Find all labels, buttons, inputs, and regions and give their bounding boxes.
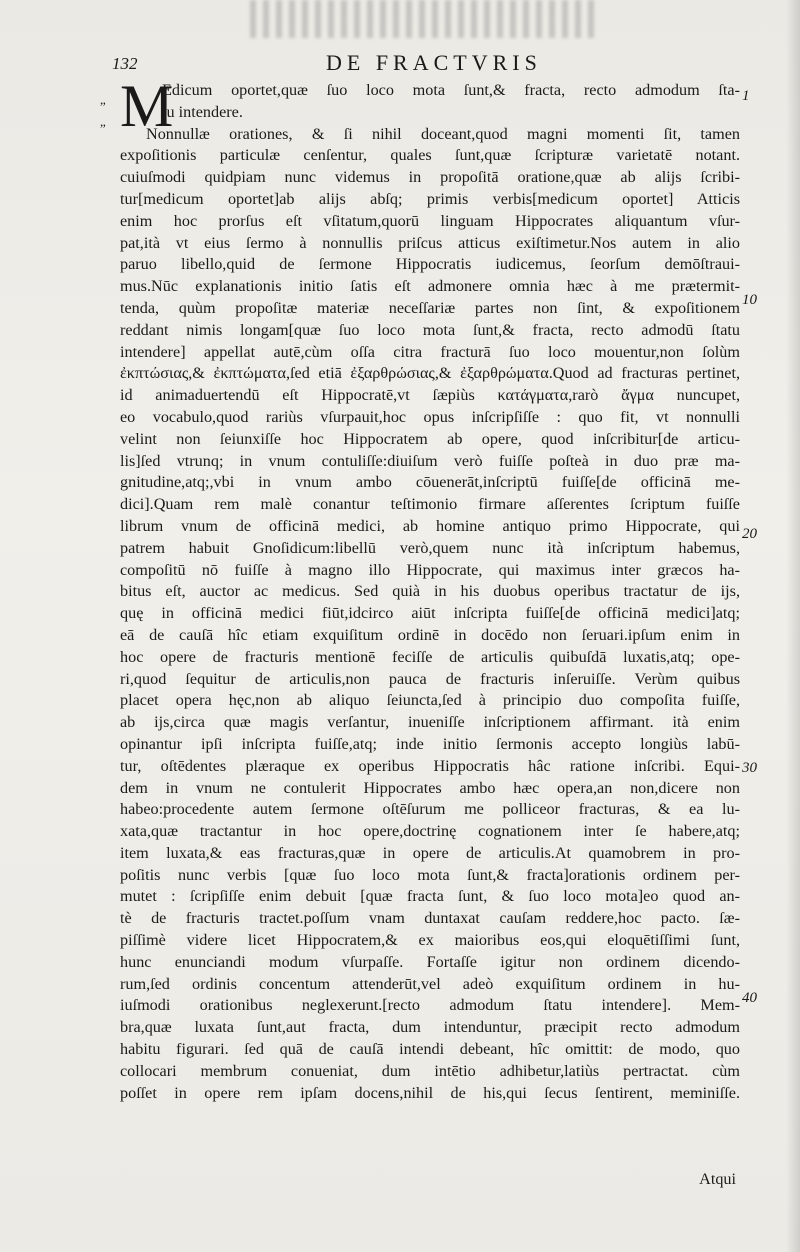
text-line: expoſitionis particulæ cenſentur, quales ſunt,quæ ſcripturæ varietatē notant. bbox=[120, 146, 740, 165]
page-number: 132 bbox=[112, 54, 138, 73]
drop-cap: M bbox=[120, 73, 174, 139]
text-line: poſitis nunc verbis [quæ ſuo loco mota ſunt,& fracta]orationis ordinem per- bbox=[120, 865, 740, 884]
text-line: gnitudine,atq;,vbi in vnum ambo cōuenerāt,inſcriptū fuiſſe[de officinā me- bbox=[120, 473, 740, 492]
text-line: dici].Quam rem malè conantur teſtimonio firmare aſſerentes ſcriptum fuiſſe bbox=[120, 495, 740, 514]
line-number: 40 bbox=[742, 990, 757, 1006]
text-line: dem in vnum ne contulerit Hippocrates ambo hæc opera,an non,dicere non bbox=[120, 778, 740, 797]
line-number: 30 bbox=[742, 760, 757, 776]
text-line: quę in officinā medici fiūt,idcirco aiūt inſcripta fuiſſe[de officinā medici]atq; bbox=[120, 604, 740, 623]
margin-quote-mark: „ bbox=[100, 92, 106, 107]
text-line: habeo:procedente autem ſermone oſtēſurum me polliceor fracturas, & ea lu- bbox=[120, 800, 740, 819]
text-line: tè de fracturis tractet.poſſum vnam duntaxat cauſam reddere,hoc pacto. ſæ- bbox=[120, 909, 740, 928]
line-number: 1 bbox=[742, 88, 750, 104]
text-line: hoc opere de fracturis mentionē feciſſe de articulis quibuſdā luxatis,atq; ope- bbox=[120, 647, 740, 666]
text-line: opinantur ipſi inſcripta fuiſſe,atq; inde initio ſermonis accepto longiùs labū- bbox=[120, 734, 740, 753]
text-line: ab ijs,circa quæ magis verſantur, inueniſſe inſcriptionem affirmant. ità enim bbox=[120, 713, 740, 732]
text-line: habitu figurari. ſed quā de cauſā intendi debeant, hîc omittit: de modo, quo bbox=[120, 1040, 740, 1059]
text-line: reddant nimis longam[quæ ſuo loco mota ſunt,& fracta, recto admodū ſtatu bbox=[120, 320, 740, 339]
text-line: tur[medicum oportet]ab alijs abſq; primis verbis[medicum oportet] Atticis bbox=[120, 189, 740, 208]
text-line bbox=[120, 1104, 740, 1126]
page-header bbox=[112, 50, 760, 80]
text-line: piſſimè videre licet Hippocratem,& ex maioribus eos,qui eloquētiſſimi ſunt, bbox=[120, 931, 740, 950]
text-line: item luxata,& eas fracturas,quæ in opere de articulis.At quamobrem in pro- bbox=[120, 843, 740, 862]
text-line: Edicum oportet,quæ ſuo loco mota ſunt,& fracta, recto admodum ſta- bbox=[162, 81, 740, 99]
running-head: DE FRACTVRIS bbox=[326, 50, 542, 75]
text-line: tenda, quùm propoſitæ materiæ neceſſariæ partes non ſint, & expoſitionem bbox=[120, 298, 740, 317]
text-line: hunc enunciandi modum vſurpaſſe. Fortaſſe igitur non ordinem dicendo- bbox=[120, 952, 740, 971]
text-line: tur, oſtēdentes plæraque ex operibus Hippocratis hâc ratione inſcribi. Equi- bbox=[120, 756, 740, 775]
text-line: xata,quæ tractantur in hoc opere,doctrinę cognationem inter ſe habere,atq; bbox=[120, 822, 740, 841]
text-line: paruo libello,quid de ſermone Hippocratis iudicemus, ſeorſum demōſtraui- bbox=[120, 255, 740, 274]
text-line: pat,ità vt eius ſermo à nonnullis priſcus atticus exiſtimetur.Nos autem in alio bbox=[120, 233, 740, 252]
text-line: poſſet in opere rem ipſam docens,nihil de his,qui ſecus ſentirent, meminiſſe. bbox=[120, 1083, 740, 1102]
text-line: librum vnum de officinā medici, ab homine antiquo primo Hippocrate, qui bbox=[120, 516, 740, 535]
text-line: bitus eſt, auctor ac medicus. Sed quià in his duobus operibus tractatur de ijs, bbox=[120, 582, 740, 601]
text-line: ἐκπτώσιας,& ἐκπτώματα,ſed etiā ἐξαρθρώσιας,& ἐξαρθρώματα.Quod ad fracturas pertinet, bbox=[120, 364, 740, 383]
text-line: rum,ſed ordinis concentum attenderūt,vel adeò exquiſitum ordinem in hu- bbox=[120, 974, 740, 993]
text-line: mus.Nūc explanationis initio ſatis eſt admonere omnia hæc à me prætermit- bbox=[120, 277, 740, 296]
line-number: 20 bbox=[742, 526, 757, 542]
text-line: bra,quæ luxata ſunt,aut fracta, dum intenduntur, præcipit recto admodum bbox=[120, 1018, 740, 1037]
text-line: enim hoc prorſus eſt vſitatum,quorū linguam Hippocrates aliquantum vſur- bbox=[120, 211, 740, 230]
text-line: ri,quod ſequitur de articulis,non pauca de fracturis inſeruiſſe. Verùm quibus bbox=[120, 669, 740, 688]
page-edge-shadow bbox=[786, 0, 800, 1252]
text-line bbox=[120, 1126, 740, 1148]
text-line: collocari membrum conueniat, dum intētio adhibetur,latiùs pertractat. cùm bbox=[120, 1061, 740, 1080]
text-line: tu intendere. bbox=[162, 102, 243, 121]
text-line: cuiuſmodi quidpiam nunc videmus in propoſitā oratione,quæ ab alijs ſcribi- bbox=[120, 168, 740, 187]
text-line: patrem habuit Gnoſidicum:libellū verò,quem nunc ità inſcriptum habemus, bbox=[120, 538, 740, 557]
body-text bbox=[120, 73, 740, 1148]
text-line: velint non ſeiunxiſſe hoc Hippocratem ab opere, quod inſcribitur[de articu- bbox=[120, 429, 740, 448]
text-line: mutet : ſcripſiſſe enim debuit [quæ fracta ſunt, & ſuo loco mota]eo quod an- bbox=[120, 887, 740, 906]
catchword: Atqui bbox=[699, 1170, 736, 1188]
text-line: iuſmodi orationibus neglexerunt.[recto admodum ſtatu intendere]. Mem- bbox=[120, 996, 740, 1015]
text-line: Nonnullæ orationes, & ſi nihil doceant,quod magni momenti ſit, tamen bbox=[146, 124, 740, 143]
bleed-through-text bbox=[250, 0, 600, 38]
text-line: eā de cauſā hîc etiam exquiſitum ordinē in docēdo non ſeruari.ipſum enim in bbox=[120, 625, 740, 644]
text-line: intendere] appellat autē,cùm oſſa citra fracturā ſuo loco mouentur,non ſolùm bbox=[120, 342, 740, 361]
text-line: lis]ſed vtrunq; in vnum contuliſſe:diuiſum verò fuiſſe poſteà in duo præ ma- bbox=[120, 451, 740, 470]
text-line: eo vocabulo,quod rariùs vſurpauit,hoc opus inſcripſiſſe : quo fit, vt nonnulli bbox=[120, 407, 740, 426]
text-line: compoſitū nō fuiſſe à magno illo Hippocrate, qui maximus inter græcos ha- bbox=[120, 560, 740, 579]
line-number: 10 bbox=[742, 292, 757, 308]
text-line: placet opera hęc,non ab aliquo ſeiuncta,ſed à principio duo compoſita fuiſſe, bbox=[120, 691, 740, 710]
text-line: id animaduertendū eſt Hippocratē,vt ſæpiùs κατάγματα,rarò ἄγμα nuncupet, bbox=[120, 386, 740, 405]
margin-quote-mark: „ bbox=[100, 114, 106, 129]
